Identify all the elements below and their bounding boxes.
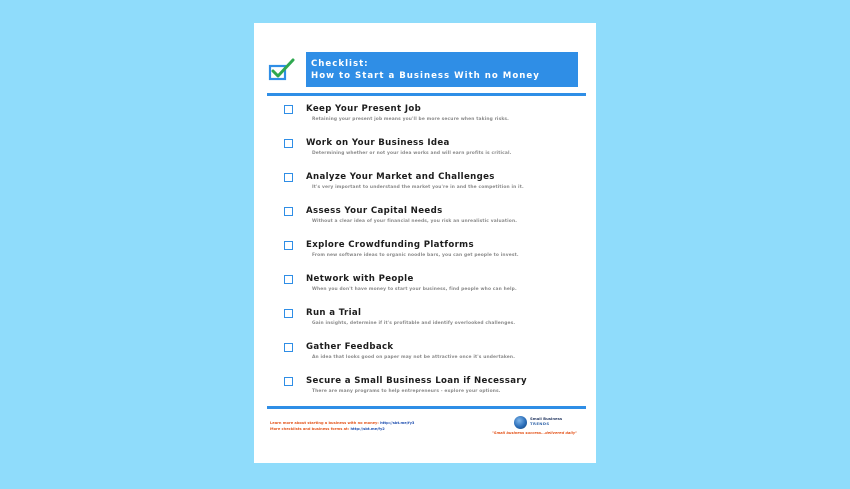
checklist-item	[254, 104, 596, 134]
brand-name	[530, 417, 562, 426]
checklist-document	[254, 23, 596, 463]
top-divider	[267, 93, 586, 96]
item-title: Explore Crowdfunding Platforms	[306, 240, 474, 250]
checkbox[interactable]	[284, 343, 293, 352]
item-title: Gather Feedback	[306, 342, 394, 352]
checkbox[interactable]	[284, 275, 293, 284]
item-title: Assess Your Capital Needs	[306, 206, 443, 216]
checklist-item	[254, 308, 596, 338]
title-banner	[306, 52, 578, 87]
checklist-item	[254, 274, 596, 304]
item-title: Work on Your Business Idea	[306, 138, 450, 148]
checklist-item	[254, 172, 596, 202]
brand-line-2: TRENDS	[530, 420, 550, 426]
more-checklists-link[interactable]: http://sbt.me/fy2	[350, 427, 385, 431]
item-description: There are many programs to help entrepreneurs - explore your options.	[312, 389, 501, 394]
checkbox[interactable]	[284, 173, 293, 182]
checkbox[interactable]	[284, 309, 293, 318]
globe-logo-icon	[514, 416, 527, 429]
item-description: It's very important to understand the market you're in and the competition in it.	[312, 185, 524, 190]
learn-more-link[interactable]: http://sbt.me/fy3	[380, 421, 415, 425]
checklist-item	[254, 206, 596, 236]
item-description: Determining whether or not your idea works and will earn profits is critical.	[312, 151, 512, 156]
item-description: An idea that looks good on paper may not be attractive once it's undertaken.	[312, 355, 516, 360]
checklist-item	[254, 240, 596, 270]
checkbox[interactable]	[284, 105, 293, 114]
checkbox[interactable]	[284, 139, 293, 148]
item-description: Gain insights, determine if it's profitable and identify overlooked challenges.	[312, 321, 516, 326]
title-line-2: How to Start a Business With no Money	[311, 71, 540, 81]
more-checklists-text: More checklists and business forms at:	[270, 427, 350, 431]
checkbox-checked-icon	[268, 58, 296, 82]
brand-line-1: Small Business	[530, 416, 563, 421]
item-title: Keep Your Present Job	[306, 104, 422, 114]
checkbox[interactable]	[284, 207, 293, 216]
footer-links	[270, 420, 414, 432]
item-description: From new software ideas to organic noodle bars, you can get people to invest.	[312, 253, 519, 258]
item-title: Secure a Small Business Loan if Necessary	[306, 376, 527, 386]
title-line-1: Checklist:	[311, 59, 369, 69]
item-title: Analyze Your Market and Challenges	[306, 172, 495, 182]
brand-tagline: "Small business success...delivered daily"	[492, 431, 578, 435]
item-description: Retaining your present job means you'll be more secure when taking risks.	[312, 117, 509, 122]
bottom-divider	[267, 406, 586, 409]
checklist-item	[254, 376, 596, 406]
checkbox[interactable]	[284, 377, 293, 386]
item-title: Run a Trial	[306, 308, 362, 318]
checklist-item	[254, 342, 596, 372]
item-description: When you don't have money to start your business, find people who can help.	[312, 287, 517, 292]
checklist-item	[254, 138, 596, 168]
checkbox[interactable]	[284, 241, 293, 250]
item-title: Network with People	[306, 274, 414, 284]
learn-more-text: Learn more about starting a business with no money:	[270, 421, 379, 425]
item-description: Without a clear idea of your financial needs, you risk an unrealistic valuation.	[312, 219, 518, 224]
